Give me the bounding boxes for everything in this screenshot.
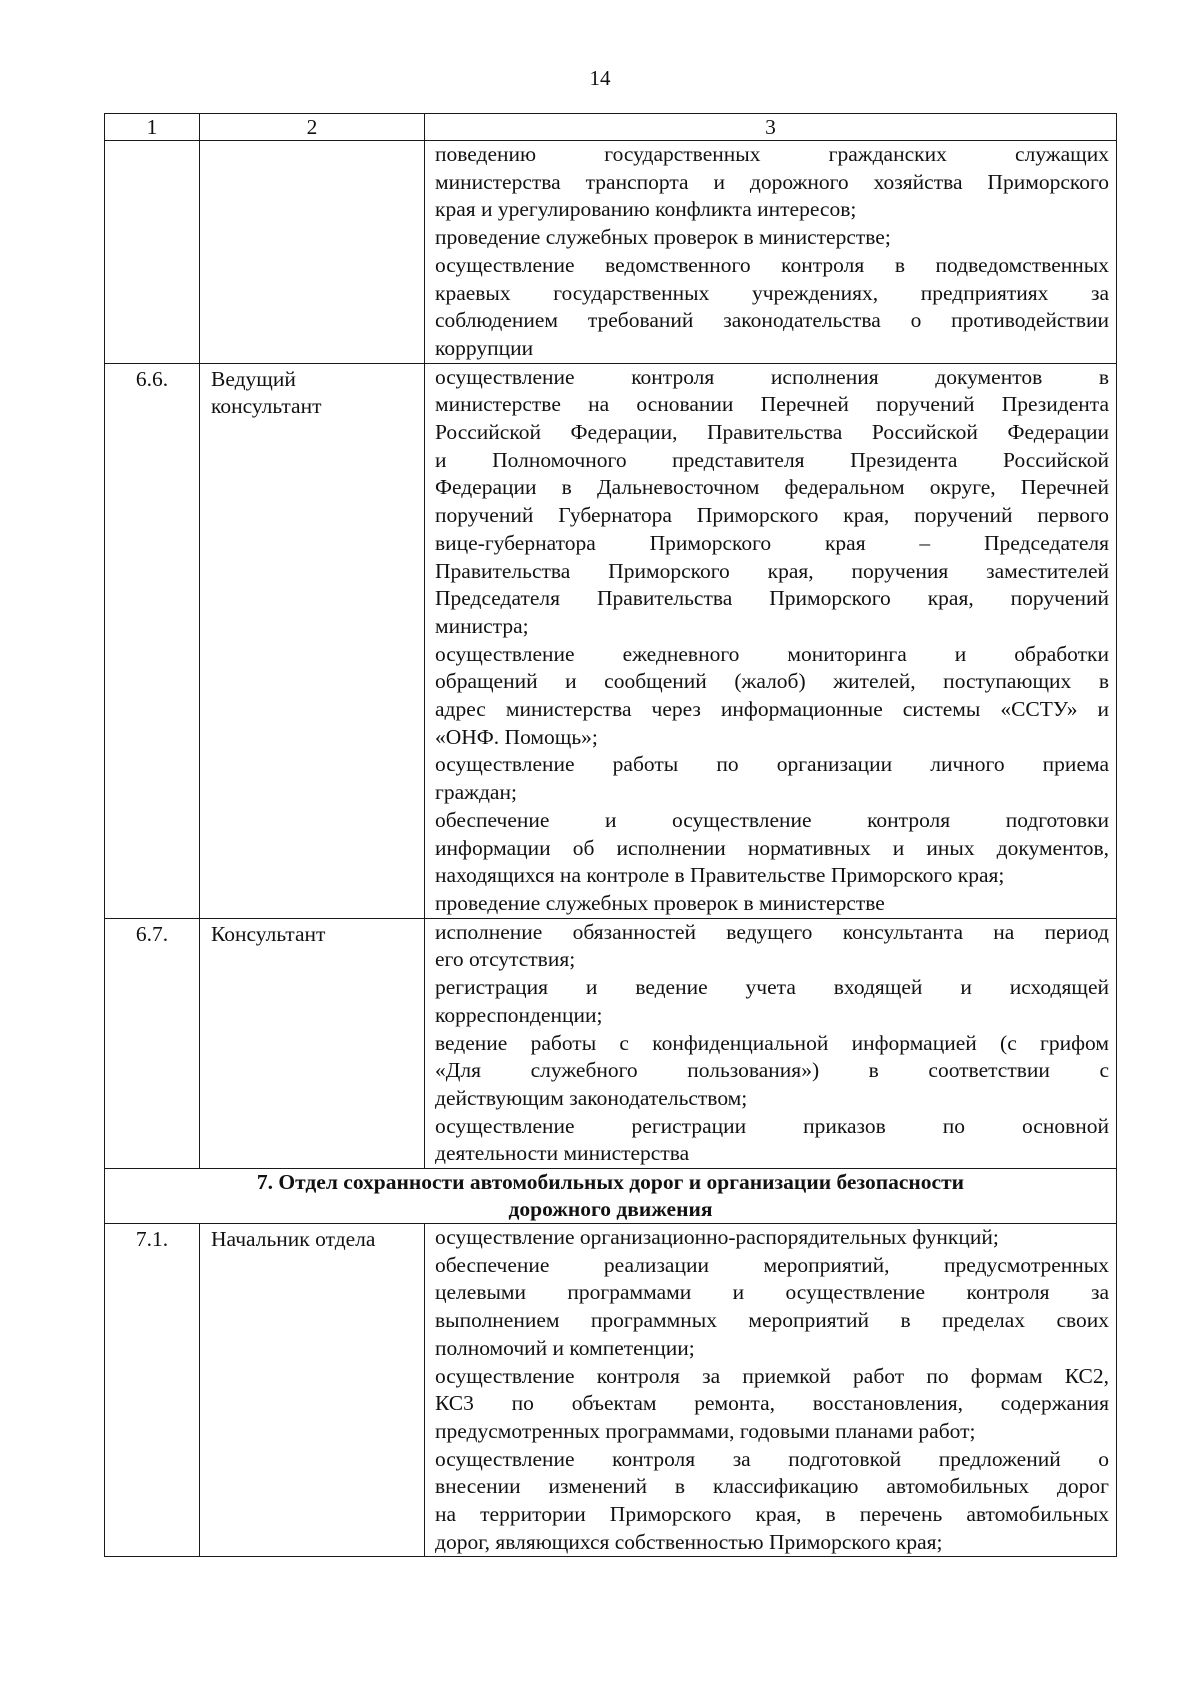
table-row	[105, 141, 1117, 364]
header-cell-2: 2	[200, 114, 425, 141]
section-header-row	[105, 1169, 1117, 1224]
duty-line: исполнение обязанностей ведущего консультанта на период	[435, 919, 1109, 944]
duty-line: обращений и сообщений (жалоб) жителей, поступающих в	[435, 669, 1109, 694]
duty-line: проведение служебных проверок в министерстве;	[435, 225, 891, 250]
duty-paragraph	[435, 1252, 1109, 1363]
duty-line: министра;	[435, 613, 529, 638]
duty-line: и Полномочного представителя Президента Российской	[435, 447, 1109, 472]
duty-line: действующим законодательством;	[435, 1085, 748, 1110]
position-title	[200, 363, 425, 918]
row-number	[105, 141, 200, 364]
row-number: 7.1.	[105, 1224, 200, 1557]
position-title-line: консультант	[211, 394, 322, 419]
duty-line: министерстве на основании Перечней поручений Президента	[435, 392, 1109, 417]
duty-line: регистрация и ведение учета входящей и исходящей	[435, 975, 1109, 1000]
duties-cell	[425, 141, 1117, 364]
duty-line: Правительства Приморского края, поручения заместителей	[435, 558, 1109, 583]
duty-line: осуществление контроля за подготовкой предложений о	[435, 1446, 1109, 1471]
duty-line: адрес министерства через информационные системы «ССТУ» и	[435, 697, 1109, 722]
header-cell-1: 1	[105, 114, 200, 141]
duty-paragraph	[435, 141, 1109, 224]
duty-line: поручений Губернатора Приморского края, поручений первого	[435, 503, 1109, 528]
duties-cell	[425, 363, 1117, 918]
duty-paragraph	[435, 919, 1109, 974]
duty-line: осуществление контроля за приемкой работ по формам КС2,	[435, 1363, 1109, 1388]
page-number: 14	[589, 66, 611, 90]
duty-line: корреспонденции;	[435, 1002, 603, 1027]
row-number: 6.6.	[105, 363, 200, 918]
duty-paragraph	[435, 252, 1109, 363]
duty-line: полномочий и компетенции;	[435, 1335, 695, 1360]
duty-line: выполнением программных мероприятий в пределах своих	[435, 1308, 1109, 1333]
table-body	[105, 114, 1117, 1557]
duty-line: «ОНФ. Помощь»;	[435, 724, 598, 749]
duty-line: осуществление работы по организации личного приема	[435, 752, 1109, 777]
position-title	[200, 1224, 425, 1557]
duty-line: обеспечение и осуществление контроля подготовки	[435, 807, 1109, 832]
duty-paragraph	[435, 1224, 1109, 1252]
duty-line: Российской Федерации, Правительства Российской Федерации	[435, 420, 1109, 445]
duty-line: Федерации в Дальневосточном федеральном округе, Перечней	[435, 475, 1109, 500]
duty-line: министерства транспорта и дорожного хозяйства Приморского	[435, 169, 1109, 194]
duty-paragraph	[435, 1363, 1109, 1446]
duty-line: проведение служебных проверок в министерстве	[435, 890, 885, 915]
duty-paragraph	[435, 1113, 1109, 1168]
section-title-line: 7. Отдел сохранности автомобильных дорог и организации безопасности	[256, 1170, 965, 1195]
duty-paragraph	[435, 974, 1109, 1029]
duty-paragraph	[435, 364, 1109, 641]
duty-line: краевых государственных учреждениях, предприятиях за	[435, 280, 1109, 305]
duty-line: осуществление регистрации приказов по основной	[435, 1113, 1109, 1138]
position-title-line: Ведущий	[211, 366, 296, 391]
duty-line: предусмотренных программами, годовыми планами работ;	[435, 1418, 976, 1443]
table-row	[105, 918, 1117, 1168]
duties-cell	[425, 1224, 1117, 1557]
duty-line: ведение работы с конфиденциальной информацией (с грифом	[435, 1030, 1109, 1055]
duty-line: на территории Приморского края, в перечень автомобильных	[435, 1502, 1109, 1527]
duty-line: внесении изменений в классификацию автомобильных дорог	[435, 1474, 1109, 1499]
duty-line: деятельности министерства	[435, 1141, 690, 1166]
duty-paragraph	[435, 224, 1109, 252]
duties-cell	[425, 918, 1117, 1168]
duty-line: края и урегулированию конфликта интересов;	[435, 197, 857, 222]
row-number: 6.7.	[105, 918, 200, 1168]
section-title	[105, 1169, 1117, 1224]
duty-line: коррупции	[435, 335, 534, 360]
duty-line: осуществление контроля исполнения документов в	[435, 364, 1109, 389]
duty-paragraph	[435, 807, 1109, 890]
duty-paragraph	[435, 890, 1109, 918]
duty-line: обеспечение реализации мероприятий, предусмотренных	[435, 1252, 1109, 1277]
duty-paragraph	[435, 641, 1109, 752]
duty-line: вице-губернатора Приморского края – Председателя	[435, 530, 1109, 555]
duties-table	[104, 113, 1117, 1557]
duty-line: находящихся на контроле в Правительстве Приморского края;	[435, 863, 1005, 888]
table-row	[105, 363, 1117, 918]
duty-line: информации об исполнении нормативных и иных документов,	[435, 835, 1109, 860]
duty-line: осуществление организационно-распорядительных функций;	[435, 1225, 999, 1250]
position-title-line: Начальник отдела	[211, 1227, 376, 1252]
header-row	[105, 114, 1117, 141]
duty-paragraph	[435, 751, 1109, 806]
duty-line: «Для служебного пользования») в соответствии с	[435, 1058, 1109, 1083]
duty-line: дорог, являющихся собственностью Приморского края;	[435, 1529, 943, 1554]
duty-line: осуществление ведомственного контроля в подведомственных	[435, 252, 1109, 277]
duty-line: поведению государственных гражданских служащих	[435, 142, 1109, 166]
duty-line: осуществление ежедневного мониторинга и обработки	[435, 641, 1109, 666]
duty-line: соблюдением требований законодательства о противодействии	[435, 308, 1109, 333]
table-row	[105, 1224, 1117, 1557]
duty-paragraph	[435, 1030, 1109, 1113]
duty-paragraph	[435, 1446, 1109, 1557]
position-title	[200, 141, 425, 364]
duty-line: целевыми программами и осуществление контроля за	[435, 1280, 1109, 1305]
position-title-line: Консультант	[211, 921, 326, 946]
header-cell-3: 3	[425, 114, 1117, 141]
duty-line: Председателя Правительства Приморского края, поручений	[435, 586, 1109, 611]
duty-line: КС3 по объектам ремонта, восстановления, содержания	[435, 1391, 1109, 1416]
position-title	[200, 918, 425, 1168]
section-title-line: дорожного движения	[508, 1197, 713, 1222]
duty-line: граждан;	[435, 780, 517, 805]
duty-line: его отсутствия;	[435, 947, 576, 972]
